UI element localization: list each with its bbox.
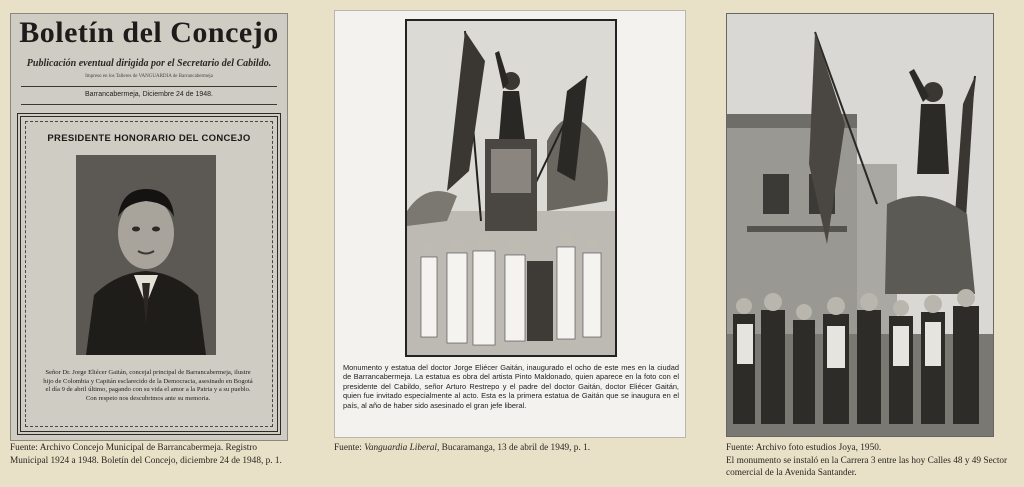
portrait-caption: Señor Dr. Jorge Eliécer Gaitán, concejal principal de Barrancabermeja, ilustre hijo de Colombia y Capitán esclarecido de la Democracia, asesinado en Bogotá el día 9 de abril último, pagando con su vida el amor a la Patria y a su pueblo. Con respeto nos descubrimos ante su memoria. xyxy=(43,369,253,402)
portrait-figure xyxy=(76,155,216,355)
boletin-imprint: Impreso en los Talleres de VANGUARDIA de Barrancabermeja xyxy=(85,74,213,79)
source-line-1: Fuente: Archivo foto estudios Joya, 1950. xyxy=(726,443,882,453)
boletin-heading: PRESIDENTE HONORARIO DEL CONCEJO xyxy=(47,133,251,144)
boletin-date: Barrancabermeja, Diciembre 24 de 1948. xyxy=(84,91,213,98)
source-note-2 xyxy=(334,442,694,455)
boletin-subtitle: Publicación eventual dirigida por el Secretario del Cabildo. xyxy=(26,58,272,69)
boletin-clipping xyxy=(10,13,288,441)
monument-photo xyxy=(405,19,617,357)
portrait-frame xyxy=(17,113,281,435)
boletin-masthead: Boletín del Concejo xyxy=(19,16,279,49)
monument-caption: Monumento y estatua del doctor Jorge Eliécer Gaitán, inaugurado el ocho de este mes en la ciudad de Barrancabermeja. La estatua es obra del artista Pinto Maldonado, quien aparece en la foto con el presidente del Cabildo, señor Arturo Restrepo y el padre del doctor Gaitán, doctor Eliécer Gaitán, quien fue invitado especialmente al acto. Esta es la primera estatua de Gaitán que se inaugura en el país, al año de haber sido asesinado el gran jefe liberal. xyxy=(343,363,679,410)
vanguardia-clipping xyxy=(334,10,686,438)
divider xyxy=(21,104,277,105)
source-line-2: El monumento se instaló en la Carrera 3 entre las hoy Calles 48 y 49 Sector comercial de la Avenida Santander. xyxy=(726,455,1008,478)
street-photo xyxy=(726,13,994,437)
street-scene xyxy=(727,14,994,437)
monument-scene xyxy=(407,21,615,355)
portrait-photo xyxy=(76,155,216,355)
source-prefix: Fuente: xyxy=(334,443,365,453)
source-note-3 xyxy=(726,442,1016,480)
source-suffix: , Bucaramanga, 13 de abril de 1949, p. 1. xyxy=(436,443,591,453)
source-note-1: Fuente: Archivo Concejo Municipal de Barrancabermeja. Registro Municipal 1924 a 1948. Boletín del Concejo, diciembre 24 de 1948, p. 1. xyxy=(10,443,282,466)
divider xyxy=(21,86,277,87)
source-newspaper-title: Vanguardia Liberal xyxy=(364,443,437,453)
